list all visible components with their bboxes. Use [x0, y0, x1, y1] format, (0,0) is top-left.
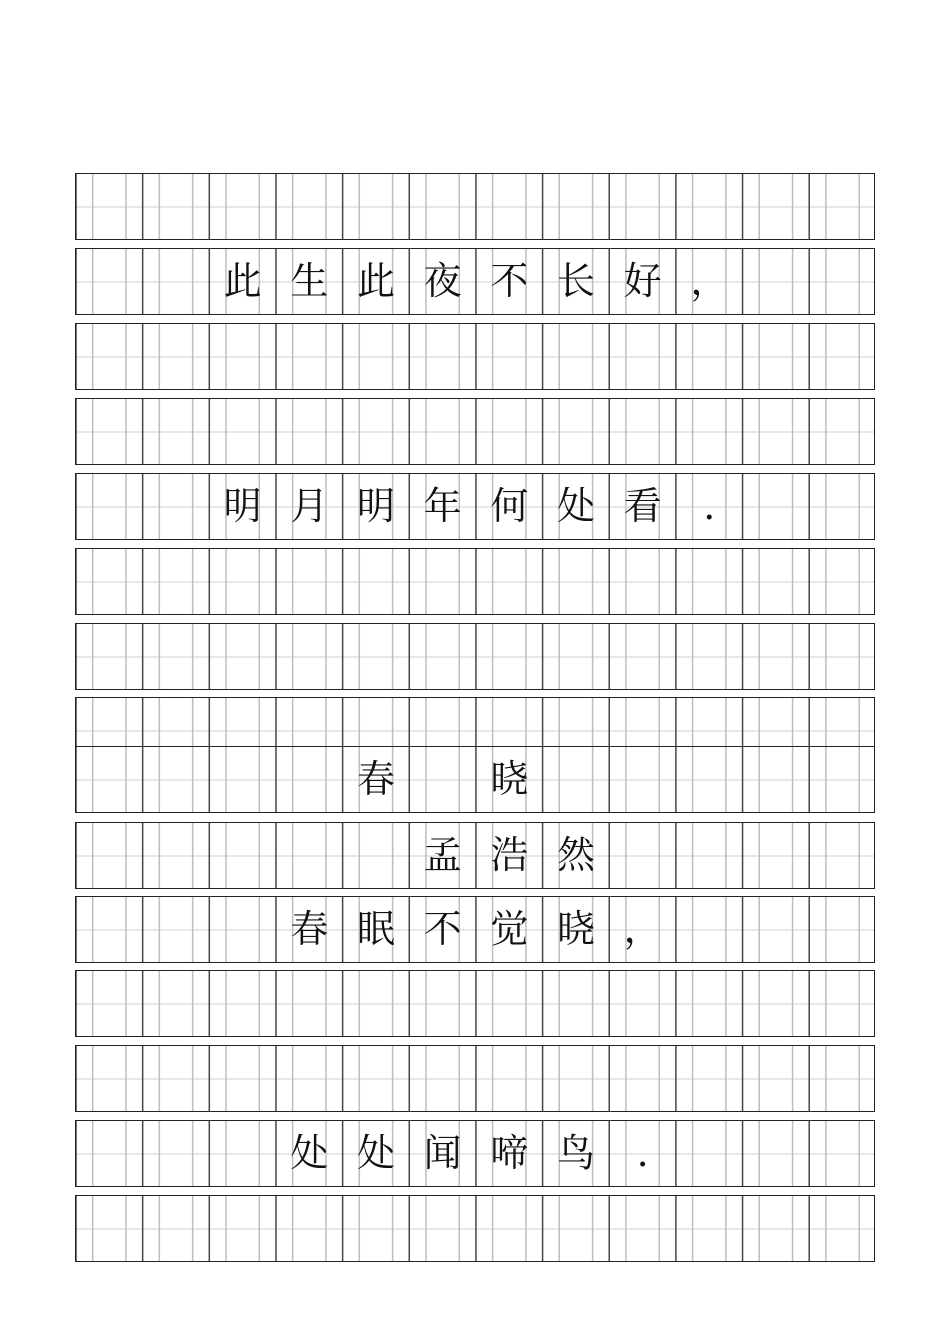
grid-character: 闻 [423, 1131, 462, 1175]
grid-character: ， [690, 259, 729, 303]
grid-character: 明 [223, 484, 262, 528]
grid-row [75, 323, 875, 390]
grid-row [75, 473, 875, 540]
grid-character: 眠 [356, 907, 395, 951]
grid-row [75, 548, 875, 615]
grid-row [75, 1045, 875, 1112]
grid-character: 春 [356, 757, 395, 801]
grid-character: 春 [290, 907, 329, 951]
grid-character: 何 [490, 484, 529, 528]
grid-character: 年 [423, 484, 462, 528]
grid-character: 月 [290, 484, 329, 528]
grid-character: 浩 [490, 833, 529, 877]
grid-character: 不 [490, 259, 529, 303]
grid-character: 好 [623, 259, 662, 303]
grid-row [75, 970, 875, 1037]
grid-row [75, 1120, 875, 1187]
grid-row [75, 896, 875, 963]
grid-character: 晓 [490, 757, 529, 801]
grid-character: 处 [290, 1131, 329, 1175]
grid-character: . [703, 484, 716, 528]
grid-character: 此 [356, 259, 395, 303]
grid-row [75, 623, 875, 690]
grid-character: 生 [290, 259, 329, 303]
grid-character: 长 [556, 259, 595, 303]
grid-character: . [636, 1131, 649, 1175]
grid-character: 晓 [556, 907, 595, 951]
grid-row [75, 248, 875, 315]
grid-character: 不 [423, 907, 462, 951]
grid-character: 然 [556, 833, 595, 877]
grid-row [75, 746, 875, 813]
grid-character: 明 [356, 484, 395, 528]
grid-character: 鸟 [556, 1131, 595, 1175]
grid-character: 处 [356, 1131, 395, 1175]
grid-character: 处 [556, 484, 595, 528]
grid-character: 看 [623, 484, 662, 528]
grid-row [75, 398, 875, 465]
grid-row [75, 173, 875, 240]
grid-character: 啼 [490, 1131, 529, 1175]
grid-character: ， [623, 907, 662, 951]
grid-character [409, 747, 476, 811]
grid-row [75, 822, 875, 889]
grid-character: 夜 [423, 259, 462, 303]
grid-character: 此 [223, 259, 262, 303]
grid-character: 孟 [423, 833, 462, 877]
grid-character: 觉 [490, 907, 529, 951]
grid-row [75, 1195, 875, 1262]
